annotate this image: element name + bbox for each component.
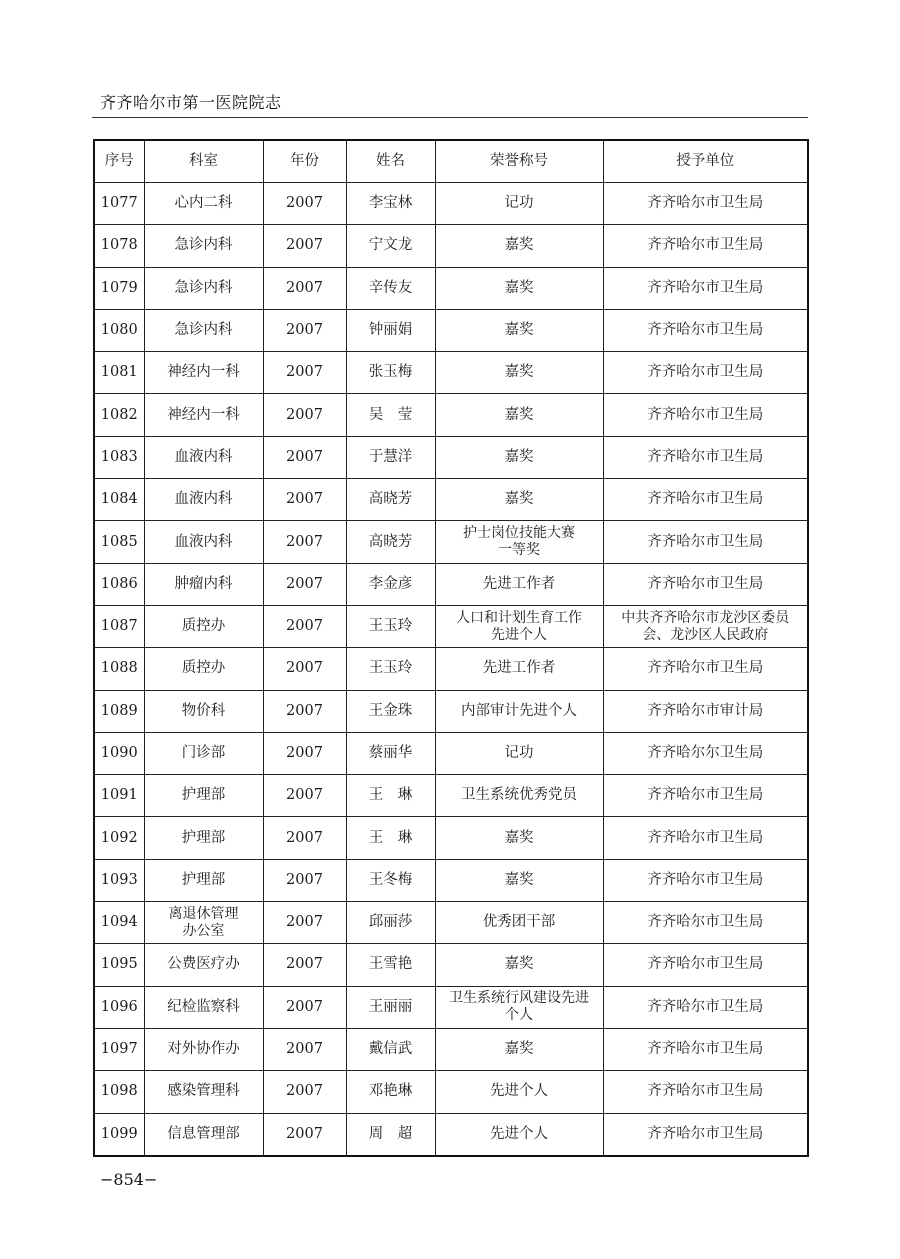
- cell-name: 王 琳: [346, 817, 435, 859]
- cell-index: 1098: [94, 1071, 144, 1113]
- cell-honor: 嘉奖: [435, 859, 603, 901]
- cell-honor: 先进工作者: [435, 563, 603, 605]
- honors-table: [93, 139, 809, 1157]
- cell-name: 高晓芳: [346, 521, 435, 563]
- cell-department: 感染管理科: [144, 1071, 263, 1113]
- table-row: [94, 605, 808, 647]
- table-row: [94, 1113, 808, 1156]
- table-row: [94, 1028, 808, 1070]
- cell-department: 信息管理部: [144, 1113, 263, 1156]
- cell-year: 2007: [263, 521, 346, 563]
- table-row: [94, 859, 808, 901]
- cell-department: 物价科: [144, 690, 263, 732]
- cell-name: 李金彦: [346, 563, 435, 605]
- column-header-index: 序号: [94, 140, 144, 183]
- table-header: [94, 140, 808, 183]
- cell-awarding-unit: 齐齐哈尔市卫生局: [603, 183, 808, 225]
- cell-awarding-unit: 齐齐哈尔市卫生局: [603, 1113, 808, 1156]
- cell-honor: 先进个人: [435, 1071, 603, 1113]
- cell-index: 1083: [94, 436, 144, 478]
- cell-name: 于慧洋: [346, 436, 435, 478]
- cell-name: 王玉玲: [346, 648, 435, 690]
- cell-awarding-unit: 齐齐哈尔市卫生局: [603, 1071, 808, 1113]
- table-row: [94, 521, 808, 563]
- cell-name: 钟丽娟: [346, 309, 435, 351]
- cell-department: 急诊内科: [144, 225, 263, 267]
- cell-department: 急诊内科: [144, 309, 263, 351]
- cell-awarding-unit: 齐齐哈尔市卫生局: [603, 563, 808, 605]
- cell-honor: 嘉奖: [435, 479, 603, 521]
- cell-year: 2007: [263, 394, 346, 436]
- cell-index: 1092: [94, 817, 144, 859]
- cell-index: 1079: [94, 267, 144, 309]
- cell-year: 2007: [263, 605, 346, 647]
- cell-index: 1095: [94, 944, 144, 986]
- cell-honor: 护士岗位技能大赛 一等奖: [435, 521, 603, 563]
- cell-year: 2007: [263, 183, 346, 225]
- cell-department: 离退休管理 办公室: [144, 902, 263, 944]
- cell-awarding-unit: 齐齐哈尔市卫生局: [603, 521, 808, 563]
- cell-index: 1094: [94, 902, 144, 944]
- cell-name: 宁文龙: [346, 225, 435, 267]
- cell-honor: 嘉奖: [435, 817, 603, 859]
- cell-awarding-unit: 齐齐哈尔市卫生局: [603, 859, 808, 901]
- table-row: [94, 902, 808, 944]
- table-row: [94, 775, 808, 817]
- cell-year: 2007: [263, 859, 346, 901]
- cell-honor: 优秀团干部: [435, 902, 603, 944]
- cell-honor: 记功: [435, 183, 603, 225]
- cell-department: 护理部: [144, 817, 263, 859]
- cell-name: 李宝林: [346, 183, 435, 225]
- cell-year: 2007: [263, 986, 346, 1028]
- cell-index: 1088: [94, 648, 144, 690]
- cell-awarding-unit: 齐齐哈尔尔卫生局: [603, 732, 808, 774]
- table-row: [94, 732, 808, 774]
- cell-year: 2007: [263, 648, 346, 690]
- cell-name: 王金珠: [346, 690, 435, 732]
- cell-index: 1089: [94, 690, 144, 732]
- cell-name: 王玉玲: [346, 605, 435, 647]
- cell-name: 蔡丽华: [346, 732, 435, 774]
- cell-department: 纪检监察科: [144, 986, 263, 1028]
- column-header-name: 姓名: [346, 140, 435, 183]
- cell-name: 王冬梅: [346, 859, 435, 901]
- cell-name: 吴 莹: [346, 394, 435, 436]
- cell-year: 2007: [263, 902, 346, 944]
- cell-name: 王雪艳: [346, 944, 435, 986]
- table-row: [94, 648, 808, 690]
- cell-index: 1084: [94, 479, 144, 521]
- table-row: [94, 225, 808, 267]
- table-row: [94, 563, 808, 605]
- cell-honor: 先进工作者: [435, 648, 603, 690]
- cell-awarding-unit: 中共齐齐哈尔市龙沙区委员 会、龙沙区人民政府: [603, 605, 808, 647]
- cell-index: 1096: [94, 986, 144, 1028]
- cell-honor: 嘉奖: [435, 225, 603, 267]
- cell-awarding-unit: 齐齐哈尔市卫生局: [603, 1028, 808, 1070]
- page-number: −854−: [100, 1170, 158, 1189]
- column-header-honor: 荣誉称号: [435, 140, 603, 183]
- cell-year: 2007: [263, 1028, 346, 1070]
- cell-honor: 内部审计先进个人: [435, 690, 603, 732]
- cell-index: 1086: [94, 563, 144, 605]
- table-row: [94, 436, 808, 478]
- cell-name: 邓艳琳: [346, 1071, 435, 1113]
- cell-index: 1078: [94, 225, 144, 267]
- cell-year: 2007: [263, 309, 346, 351]
- cell-honor: 嘉奖: [435, 267, 603, 309]
- cell-department: 肿瘤内科: [144, 563, 263, 605]
- cell-name: 戴信武: [346, 1028, 435, 1070]
- header-row: [94, 140, 808, 183]
- cell-awarding-unit: 齐齐哈尔市卫生局: [603, 225, 808, 267]
- cell-name: 王丽丽: [346, 986, 435, 1028]
- table-row: [94, 817, 808, 859]
- cell-year: 2007: [263, 479, 346, 521]
- cell-year: 2007: [263, 267, 346, 309]
- cell-name: 邱丽莎: [346, 902, 435, 944]
- cell-year: 2007: [263, 225, 346, 267]
- cell-name: 张玉梅: [346, 352, 435, 394]
- cell-department: 神经内一科: [144, 394, 263, 436]
- table-row: [94, 986, 808, 1028]
- table-row: [94, 183, 808, 225]
- cell-department: 心内二科: [144, 183, 263, 225]
- cell-honor: 嘉奖: [435, 436, 603, 478]
- cell-awarding-unit: 齐齐哈尔市卫生局: [603, 436, 808, 478]
- cell-honor: 嘉奖: [435, 309, 603, 351]
- cell-index: 1091: [94, 775, 144, 817]
- cell-honor: 嘉奖: [435, 1028, 603, 1070]
- table-row: [94, 1071, 808, 1113]
- cell-awarding-unit: 齐齐哈尔市审计局: [603, 690, 808, 732]
- cell-honor: 卫生系统优秀党员: [435, 775, 603, 817]
- table-row: [94, 479, 808, 521]
- cell-name: 高晓芳: [346, 479, 435, 521]
- cell-index: 1085: [94, 521, 144, 563]
- table-body: [94, 183, 808, 1156]
- cell-awarding-unit: 齐齐哈尔市卫生局: [603, 309, 808, 351]
- cell-department: 护理部: [144, 775, 263, 817]
- cell-name: 王 琳: [346, 775, 435, 817]
- column-header-awarding-unit: 授予单位: [603, 140, 808, 183]
- table-row: [94, 267, 808, 309]
- cell-department: 门诊部: [144, 732, 263, 774]
- cell-department: 急诊内科: [144, 267, 263, 309]
- cell-honor: 嘉奖: [435, 352, 603, 394]
- cell-department: 血液内科: [144, 521, 263, 563]
- column-header-year: 年份: [263, 140, 346, 183]
- cell-awarding-unit: 齐齐哈尔市卫生局: [603, 267, 808, 309]
- cell-index: 1082: [94, 394, 144, 436]
- cell-index: 1081: [94, 352, 144, 394]
- cell-name: 周 超: [346, 1113, 435, 1156]
- cell-department: 血液内科: [144, 436, 263, 478]
- cell-year: 2007: [263, 563, 346, 605]
- cell-department: 神经内一科: [144, 352, 263, 394]
- cell-index: 1099: [94, 1113, 144, 1156]
- cell-year: 2007: [263, 690, 346, 732]
- cell-awarding-unit: 齐齐哈尔市卫生局: [603, 394, 808, 436]
- cell-awarding-unit: 齐齐哈尔市卫生局: [603, 648, 808, 690]
- cell-year: 2007: [263, 352, 346, 394]
- cell-honor: 人口和计划生育工作 先进个人: [435, 605, 603, 647]
- cell-awarding-unit: 齐齐哈尔市卫生局: [603, 352, 808, 394]
- cell-year: 2007: [263, 944, 346, 986]
- cell-index: 1090: [94, 732, 144, 774]
- cell-awarding-unit: 齐齐哈尔市卫生局: [603, 944, 808, 986]
- cell-year: 2007: [263, 775, 346, 817]
- column-header-department: 科室: [144, 140, 263, 183]
- cell-department: 对外协作办: [144, 1028, 263, 1070]
- cell-department: 护理部: [144, 859, 263, 901]
- cell-year: 2007: [263, 1071, 346, 1113]
- cell-department: 公费医疗办: [144, 944, 263, 986]
- cell-awarding-unit: 齐齐哈尔市卫生局: [603, 817, 808, 859]
- cell-department: 血液内科: [144, 479, 263, 521]
- cell-department: 质控办: [144, 648, 263, 690]
- cell-year: 2007: [263, 1113, 346, 1156]
- cell-year: 2007: [263, 732, 346, 774]
- table-row: [94, 309, 808, 351]
- cell-year: 2007: [263, 436, 346, 478]
- page-header-title: 齐齐哈尔市第一医院院志: [100, 93, 282, 112]
- cell-index: 1093: [94, 859, 144, 901]
- cell-honor: 先进个人: [435, 1113, 603, 1156]
- cell-honor: 嘉奖: [435, 944, 603, 986]
- cell-department: 质控办: [144, 605, 263, 647]
- cell-year: 2007: [263, 817, 346, 859]
- header-divider: [92, 117, 808, 118]
- cell-index: 1087: [94, 605, 144, 647]
- cell-awarding-unit: 齐齐哈尔市卫生局: [603, 902, 808, 944]
- cell-awarding-unit: 齐齐哈尔市卫生局: [603, 775, 808, 817]
- cell-honor: 记功: [435, 732, 603, 774]
- cell-honor: 卫生系统行风建设先进 个人: [435, 986, 603, 1028]
- table-row: [94, 394, 808, 436]
- table-row: [94, 944, 808, 986]
- table-row: [94, 690, 808, 732]
- cell-awarding-unit: 齐齐哈尔市卫生局: [603, 986, 808, 1028]
- cell-name: 辛传友: [346, 267, 435, 309]
- cell-awarding-unit: 齐齐哈尔市卫生局: [603, 479, 808, 521]
- cell-honor: 嘉奖: [435, 394, 603, 436]
- cell-index: 1080: [94, 309, 144, 351]
- cell-index: 1077: [94, 183, 144, 225]
- cell-index: 1097: [94, 1028, 144, 1070]
- table-row: [94, 352, 808, 394]
